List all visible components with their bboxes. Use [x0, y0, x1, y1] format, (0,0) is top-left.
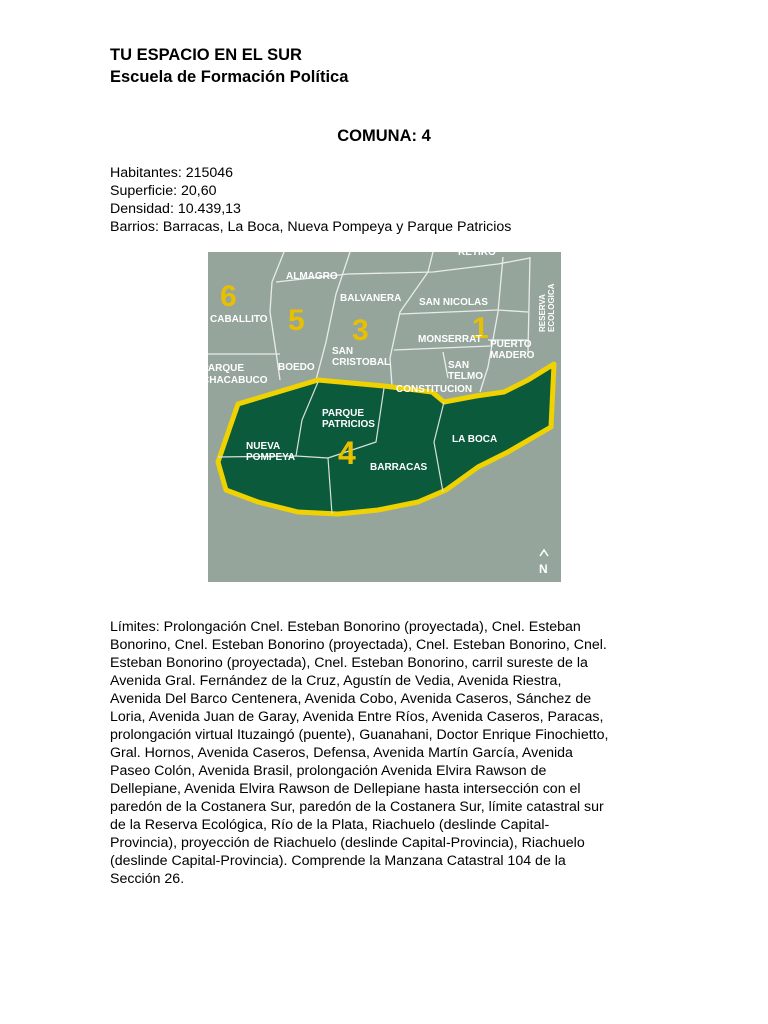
- limits-line: Avenida Del Barco Centenera, Avenida Cobo, Avenida Caseros, Sánchez de: [110, 691, 592, 707]
- stats-block: [110, 164, 511, 236]
- limits-line: paredón de la Costanera Sur, paredón de la Costanera Sur, límite catastral sur: [110, 799, 604, 815]
- stat-habitantes: Habitantes: 215046: [110, 165, 234, 181]
- comuna-title: COMUNA: 4: [337, 127, 431, 145]
- limits-line: Loria, Avenida Juan de Garay, Avenida Entre Ríos, Avenida Caseros, Paracas,: [110, 709, 604, 725]
- label-retiro: RETIRO: [458, 247, 496, 258]
- limits-line: prolongación virtual Ituzaingó (puente), Guanahani, Doctor Enrique Finochietto,: [110, 727, 609, 743]
- label-puerto-2: MADERO: [490, 350, 535, 361]
- limits-line: Esteban Bonorino (proyectada), Cnel. Esteban Bonorino, carril sureste de la: [110, 655, 588, 671]
- limits-line: (deslinde Capital-Provincia). Comprende la Manzana Catastral 104 de la: [110, 853, 566, 869]
- comuna-number-1: 1: [472, 312, 489, 345]
- label-parque-patricios-1: PARQUE: [322, 408, 365, 419]
- comuna-number-6: 6: [220, 280, 237, 313]
- comuna-map: [202, 247, 561, 582]
- org-subtitle: Escuela de Formación Política: [110, 68, 349, 86]
- limits-line: Paseo Colón, Avenida Brasil, prolongación Avenida Elvira Rawson de: [110, 763, 547, 779]
- label-parque-chacabuco-2: CHACABUCO: [202, 375, 268, 386]
- label-almagro: ALMAGRO: [286, 271, 338, 282]
- stat-barrios: Barrios: Barracas, La Boca, Nueva Pompeya y Parque Patricios: [110, 219, 512, 235]
- stat-densidad: Densidad: 10.439,13: [110, 201, 241, 217]
- label-reserva-1: RESERVA: [538, 294, 547, 332]
- label-reserva-2: ECOLOGICA: [547, 283, 556, 332]
- map-svg: [202, 247, 561, 582]
- label-nueva-pompeya-1: NUEVA: [246, 441, 281, 452]
- limits-line: Gral. Hornos, Avenida Caseros, Defensa, Avenida Martín García, Avenida: [110, 745, 573, 761]
- limits-line: Dellepiane, Avenida Elvira Rawson de Dellepiane hasta intersección con el: [110, 781, 581, 797]
- label-barracas: BARRACAS: [370, 462, 428, 473]
- org-title: TU ESPACIO EN EL SUR: [110, 46, 302, 64]
- label-monserrat: MONSERRAT: [418, 334, 482, 345]
- stat-superficie: Superficie: 20,60: [110, 183, 217, 199]
- label-nueva-pompeya-2: POMPEYA: [246, 452, 296, 463]
- compass-label: N: [539, 562, 548, 576]
- limits-paragraph: [110, 618, 608, 888]
- limits-line: Bonorino, Cnel. Esteban Bonorino (proyectada), Cnel. Esteban Bonorino, Cnel.: [110, 637, 607, 653]
- label-constitucion: CONSTITUCION: [396, 384, 473, 395]
- label-san-telmo-1: SAN: [448, 360, 470, 371]
- label-san-cristobal-1: SAN: [332, 346, 354, 357]
- label-parque-patricios-2: PATRICIOS: [322, 419, 375, 430]
- comuna-number-3: 3: [352, 314, 369, 347]
- limits-line: Límites: Prolongación Cnel. Esteban Bonorino (proyectada), Cnel. Esteban: [110, 619, 581, 635]
- label-puerto-1: PUERTO: [490, 339, 532, 350]
- limits-line: Provincia), proyección de Riachuelo (deslinde Capital-Provincia), Riachuelo: [110, 835, 585, 851]
- label-balvanera: BALVANERA: [340, 293, 402, 304]
- label-san-cristobal-2: CRISTOBAL: [332, 357, 391, 368]
- label-parque-chacabuco-1: PARQUE: [202, 363, 245, 374]
- label-la-boca: LA BOCA: [452, 434, 498, 445]
- label-boedo: BOEDO: [278, 362, 315, 373]
- limits-line: de la Reserva Ecológica, Río de la Plata, Riachuelo (deslinde Capital-: [110, 817, 550, 833]
- comuna-number-4: 4: [338, 435, 356, 471]
- label-caballito: CABALLITO: [210, 314, 268, 325]
- limits-line: Avenida Gral. Fernández de la Cruz, Agustín de Vedia, Avenida Riestra,: [110, 673, 562, 689]
- label-san-nicolas: SAN NICOLAS: [419, 297, 488, 308]
- comuna-number-5: 5: [288, 304, 305, 337]
- label-san-telmo-2: TELMO: [448, 371, 483, 382]
- limits-line: Sección 26.: [110, 871, 185, 887]
